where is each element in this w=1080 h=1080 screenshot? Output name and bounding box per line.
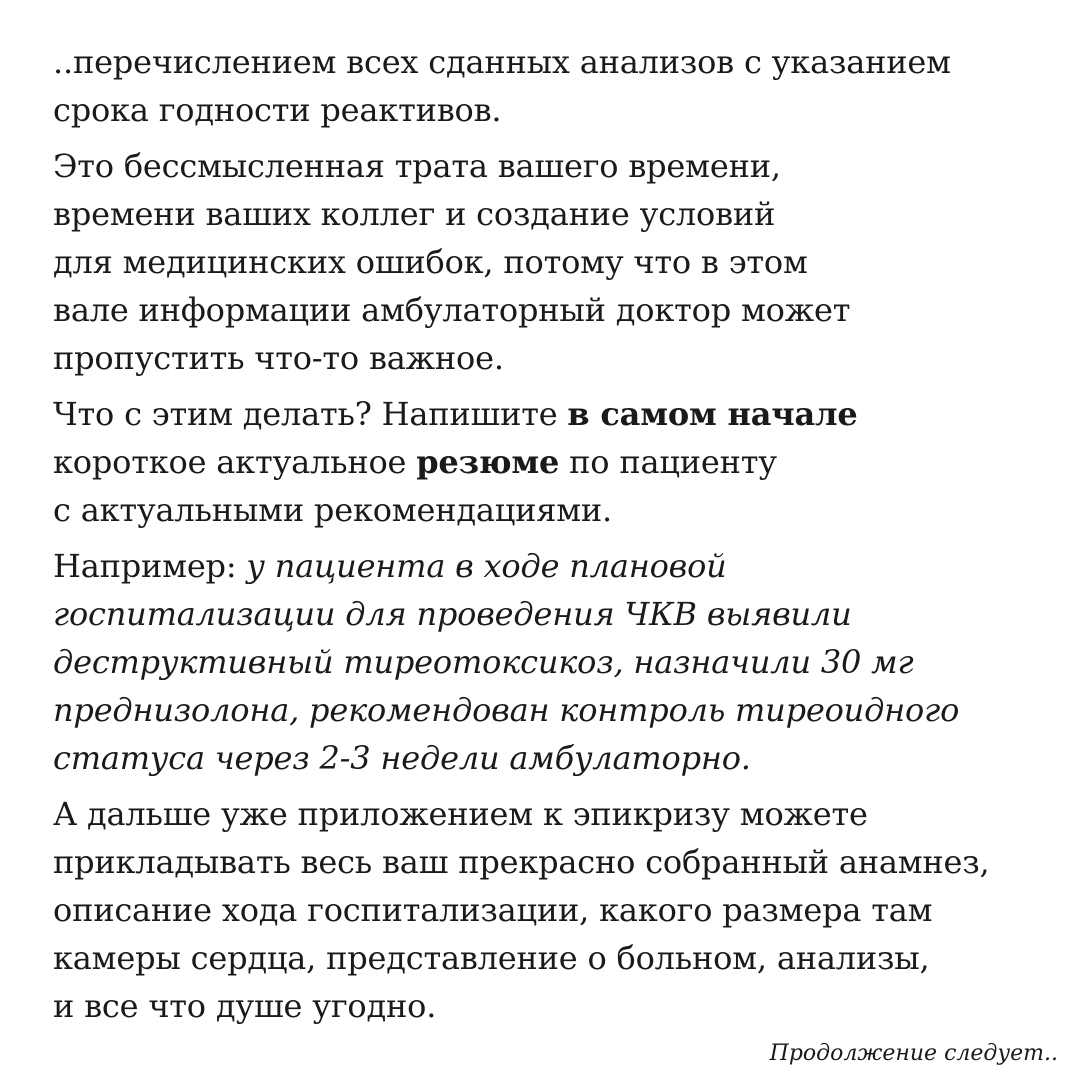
text-run: по пациенту — [559, 443, 777, 481]
text-line: срока годности реактивов. — [53, 91, 502, 129]
text-line: ..перечислением всех сданных анализов с указанием — [53, 43, 951, 81]
text-line: камеры сердца, представление о больном, анализы, — [53, 939, 930, 977]
italic-text: преднизолона, рекомендован контроль тиреоидного — [53, 691, 960, 729]
text-line: и все что душе угодно. — [53, 987, 437, 1025]
italic-text: статуса через 2-3 недели амбулаторно. — [53, 739, 751, 777]
bold-text: резюме — [416, 443, 560, 481]
italic-text: у пациента в ходе плановой — [246, 547, 727, 585]
text-line: времени ваших коллег и создание условий — [53, 195, 776, 233]
paragraph-problem — [53, 142, 1053, 382]
text-line: А дальше уже приложением к эпикризу можете — [53, 795, 868, 833]
text-line: с актуальными рекомендациями. — [53, 491, 613, 529]
paragraph-example — [53, 542, 1053, 782]
text-line: для медицинских ошибок, потому что в этом — [53, 243, 808, 281]
text-run: короткое актуальное — [53, 443, 417, 481]
text-run: Например: — [53, 547, 247, 585]
text-line — [53, 542, 1053, 590]
bold-text: в самом начале — [567, 395, 858, 433]
paragraph-solution — [53, 390, 1053, 534]
text-line: описание хода госпитализации, какого размера там — [53, 891, 933, 929]
text-line — [53, 438, 1053, 486]
text-run: Что с этим делать? Напишите — [53, 395, 568, 433]
text-line: прикладывать весь ваш прекрасно собранный анамнез, — [53, 843, 990, 881]
text-line: Это бессмысленная трата вашего времени, — [53, 147, 781, 185]
continuation-note: Продолжение следует.. — [769, 1041, 1058, 1066]
text-line — [53, 390, 1053, 438]
italic-text: деструктивный тиреотоксикоз, назначили 30 мг — [53, 643, 914, 681]
text-line: вале информации амбулаторный доктор может — [53, 291, 851, 329]
paragraph-appendix — [53, 790, 1053, 1030]
text-line: пропустить что-то важное. — [53, 339, 504, 377]
paragraph-intro — [53, 38, 1053, 134]
document-body — [53, 38, 1053, 1038]
italic-text: госпитализации для проведения ЧКВ выявили — [53, 595, 852, 633]
